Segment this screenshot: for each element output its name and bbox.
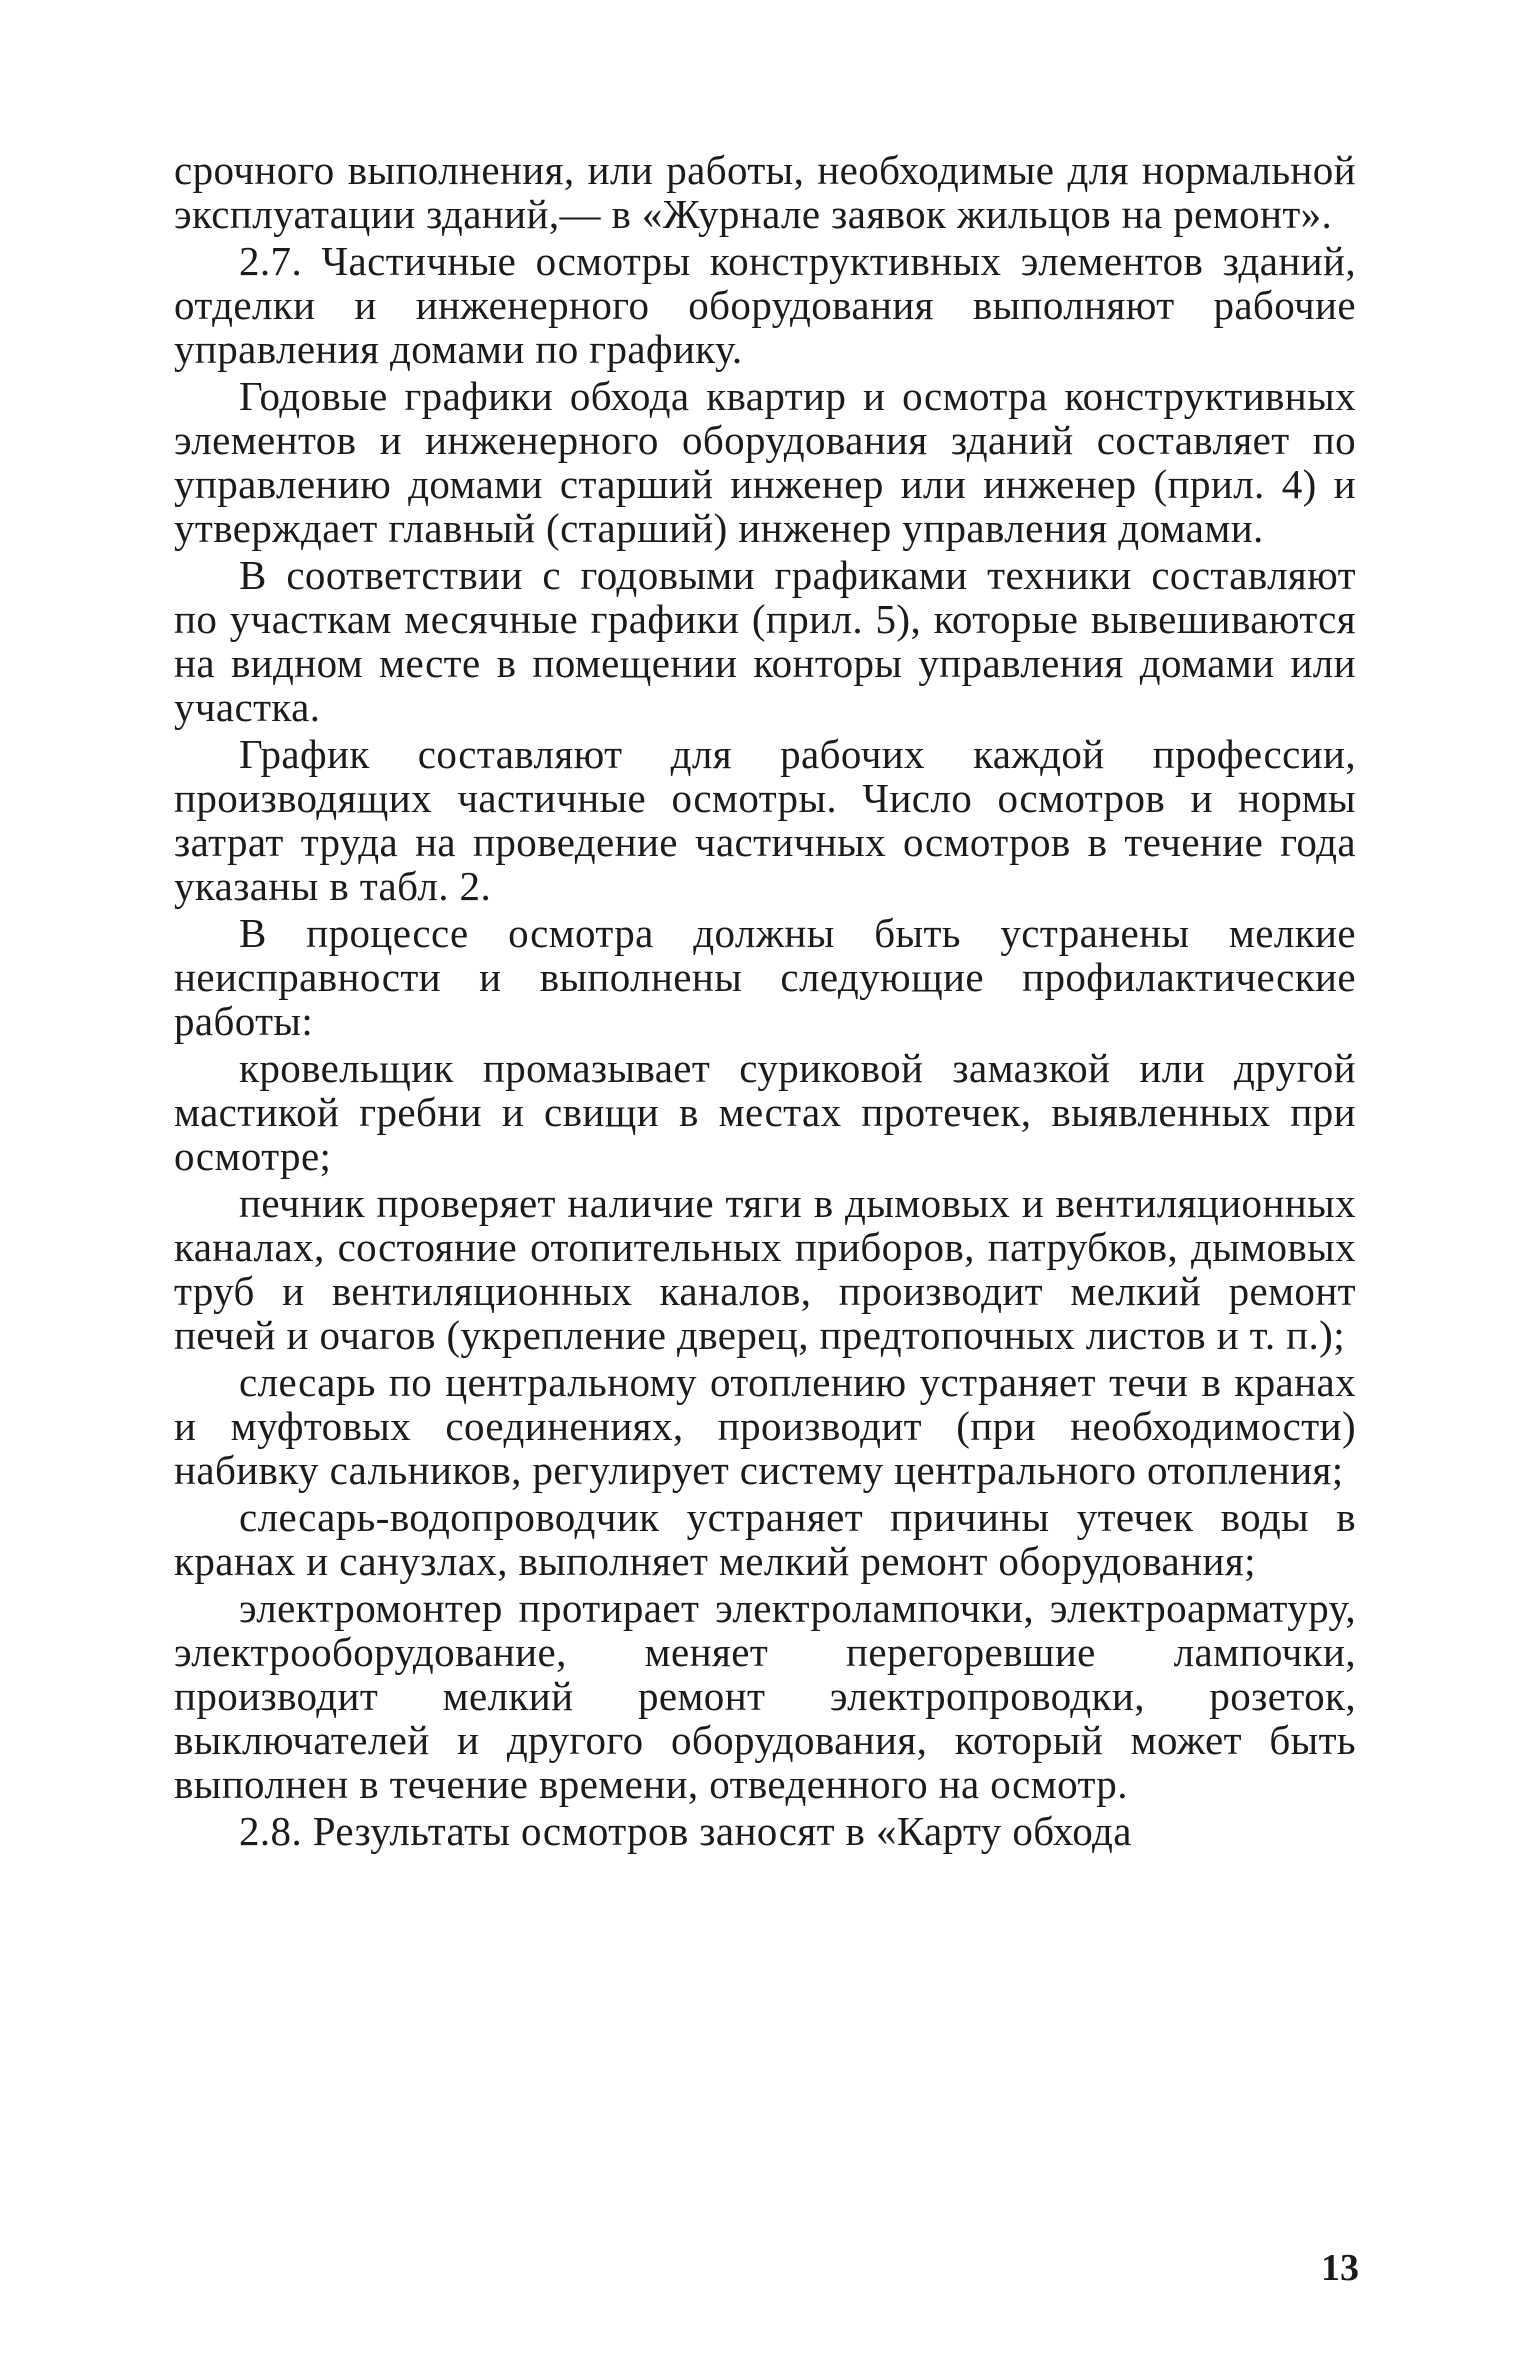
paragraph-8: печник проверяет наличие тяги в дымовых и вентиляционных каналах, состояние отопительных приборов, патрубков, дымовых труб и вентиляционных каналов, производит мелкий ремонт печей и очагов (укрепление дверец, предтопочных листов и т. п.); xyxy=(174,1180,1356,1358)
paragraph-10: слесарь-водопроводчик устраняет причины утечек воды в кранах и санузлах, выполняет мелкий ремонт оборудования; xyxy=(174,1494,1356,1584)
paragraph-12: 2.8. Результаты осмотров заносят в «Карту обхода xyxy=(239,1808,1132,1854)
paragraph-1: срочного выполнения, или работы, необходимые для нормальной эксплуатации зданий,— в «Журнале заявок жильцов на ремонт». xyxy=(174,147,1356,237)
paragraph-9: слесарь по центральному отоплению устраняет течи в кранах и муфтовых соединениях, производит (при необходимости) набивку сальников, регулирует систему центрального отопления; xyxy=(174,1359,1356,1493)
paragraph-6: В процессе осмотра должны быть устранены мелкие неисправности и выполнены следующие профилактические работы: xyxy=(174,910,1356,1044)
paragraph-5: График составляют для рабочих каждой профессии, производящих частичные осмотры. Число осмотров и нормы затрат труда на проведение частичных осмотров в течение года указаны в табл. 2. xyxy=(174,731,1356,909)
paragraph-3: Годовые графики обхода квартир и осмотра конструктивных элементов и инженерного оборудования зданий составляет по управлению домами старший инженер или инженер (прил. 4) и утверждает главный (старший) инженер управления домами. xyxy=(174,373,1356,551)
body-text xyxy=(174,148,1356,1856)
paragraph-11: электромонтер протирает электролампочки, электроарматуру, электрооборудование, меняет перегоревшие лампочки, производит мелкий ремонт электропроводки, розеток, выключателей и другого оборудования, который может быть выполнен в течение времени, отведенного на осмотр. xyxy=(174,1585,1356,1807)
paragraph-7: кровельщик промазывает суриковой замазкой или другой мастикой гребни и свищи в местах протечек, выявленных при осмотре; xyxy=(174,1045,1356,1179)
paragraph-2: 2.7. Частичные осмотры конструктивных элементов зданий, отделки и инженерного оборудования выполняют рабочие управления домами по графику. xyxy=(174,238,1356,372)
paragraph-4: В соответствии с годовыми графиками техники составляют по участкам месячные графики (прил. 5), которые вывешиваются на видном месте в помещении конторы управления домами или участка. xyxy=(174,552,1356,730)
page-number: 13 xyxy=(1321,2247,1359,2289)
